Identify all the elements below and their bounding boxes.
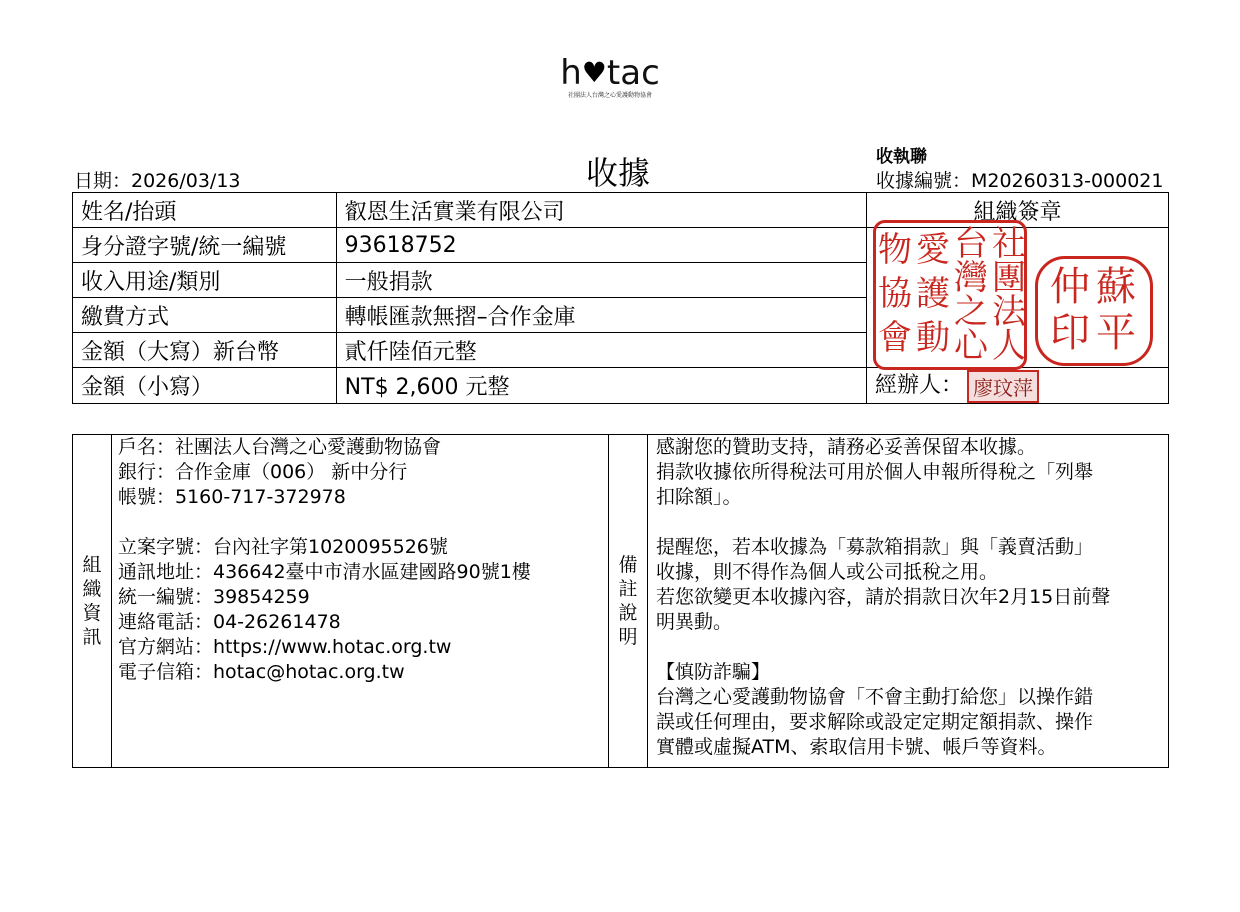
bank-name: 銀行：合作金庫（006） 新中分行 (118, 461, 408, 483)
label-char: 資 (82, 602, 102, 624)
logo-tagline: 社團法人台灣之心愛護動物協會 (567, 92, 652, 99)
note-line: 實體或虛擬ATM、索取信用卡號、帳戶等資料。 (656, 736, 1057, 758)
seal-glyph: 蘇 (1096, 264, 1137, 310)
row-value-id: 93618752 (336, 228, 866, 263)
email: 電子信箱：hotac@hotac.org.tw (118, 661, 405, 683)
note-line: 誤或任何理由，要求解除或設定定期定額捐款、操作 (656, 711, 1094, 733)
phone-number: 連絡電話：04-26261478 (118, 611, 341, 633)
label-char: 明 (618, 626, 638, 648)
note-line: 若您欲變更本收據內容，請於捐款日次年2月15日前聲 (656, 586, 1111, 608)
seal-area (867, 224, 1169, 368)
seal-glyph: 法 (992, 292, 1027, 332)
org-info-section-label (73, 435, 112, 768)
row-label-name: 姓名/抬頭 (73, 193, 337, 228)
seal-glyph: 之 (954, 292, 989, 332)
seal-glyph: 護 (916, 274, 951, 314)
seal-glyph: 台 (954, 224, 989, 264)
seal-glyph: 物 (878, 230, 913, 270)
row-label-payment-method: 繳費方式 (73, 298, 337, 333)
seal-glyph: 動 (916, 318, 951, 358)
copy-label: 收執聯 (876, 147, 927, 167)
account-name: 戶名：社團法人台灣之心愛護動物協會 (118, 436, 442, 458)
row-label-amount-digits: 金額（小寫） (73, 368, 337, 404)
seal-glyph: 平 (1096, 310, 1137, 356)
heart-icon: ♥ (581, 56, 607, 89)
row-value-payment-method: 轉帳匯款無摺–合作金庫 (336, 298, 866, 333)
row-value-amount-words: 貳仟陸佰元整 (336, 333, 866, 368)
org-info-content (112, 435, 609, 768)
note-line: 感謝您的贊助支持，請務必妥善保留本收據。 (656, 436, 1037, 458)
mailing-address: 通訊地址：436642臺中市清水區建國路90號1樓 (118, 561, 531, 583)
page-title: 收據 (586, 154, 651, 192)
seal-glyph: 協 (878, 274, 913, 314)
seal-glyph: 印 (1050, 310, 1091, 356)
note-line: 台灣之心愛護動物協會「不會主動打給您」以操作錯 (656, 686, 1094, 708)
seal-glyph: 團 (992, 258, 1027, 298)
organization-seal (873, 220, 1027, 370)
seal-glyph: 仲 (1050, 264, 1091, 310)
note-line: 扣除額」。 (656, 486, 742, 508)
handler-label: 經辦人： (875, 373, 964, 398)
tax-id: 統一編號：39854259 (118, 586, 310, 608)
website: 官方網站：https://www.hotac.org.tw (118, 636, 452, 658)
logo-letters-tac: tac (606, 53, 660, 93)
row-label-purpose: 收入用途/類別 (73, 263, 337, 298)
note-line: 收據，則不得作為個人或公司抵稅之用。 (656, 561, 999, 583)
row-value-name: 叡恩生活實業有限公司 (336, 193, 866, 228)
table-row (73, 435, 1169, 768)
label-char: 訊 (82, 626, 102, 648)
note-line: 捐款收據依所得稅法可用於個人申報所得稅之「列舉 (656, 461, 1094, 483)
seal-glyph: 人 (992, 326, 1027, 366)
note-line: 明異動。 (656, 611, 733, 633)
seal-glyph: 愛 (916, 230, 951, 270)
notes-content (648, 435, 1169, 768)
label-char: 註 (618, 578, 638, 600)
label-char: 備 (618, 554, 638, 576)
seal-header: 組織簽章 (867, 193, 1169, 228)
label-char: 組 (82, 554, 102, 576)
receipt-date: 日期：2026/03/13 (74, 170, 241, 192)
receipt-number: 收據編號：M20260313-000021 (876, 170, 1164, 192)
row-label-amount-words: 金額（大寫）新台幣 (73, 333, 337, 368)
personal-seal (1035, 256, 1153, 366)
label-char: 織 (82, 578, 102, 600)
table-row (73, 228, 1169, 263)
seal-glyph: 心 (954, 326, 989, 366)
handler-cell (867, 368, 1169, 404)
row-value-purpose: 一般捐款 (336, 263, 866, 298)
account-number: 帳號：5160-717-372978 (118, 486, 346, 508)
handler-name-stamp: 廖玟萍 (967, 370, 1039, 403)
seal-glyph: 社 (992, 224, 1027, 264)
fraud-warning-heading: 【慎防詐騙】 (656, 661, 771, 683)
seal-glyph: 會 (878, 318, 913, 358)
notes-section-label (609, 435, 648, 768)
logo-letter-h: h (560, 53, 582, 93)
note-line: 提醒您，若本收據為「募款箱捐款」與「義賣活動」 (656, 536, 1094, 558)
row-value-amount-digits: NT$ 2,600 元整 (336, 368, 866, 404)
row-label-id: 身分證字號/統一編號 (73, 228, 337, 263)
table-row (73, 368, 1169, 404)
organization-info-table (72, 434, 1169, 768)
registration-number: 立案字號：台內社字第1020095526號 (118, 536, 448, 558)
seal-glyph: 灣 (954, 258, 989, 298)
organization-logo (555, 53, 665, 102)
receipt-details-table (72, 192, 1169, 404)
label-char: 說 (618, 602, 638, 624)
